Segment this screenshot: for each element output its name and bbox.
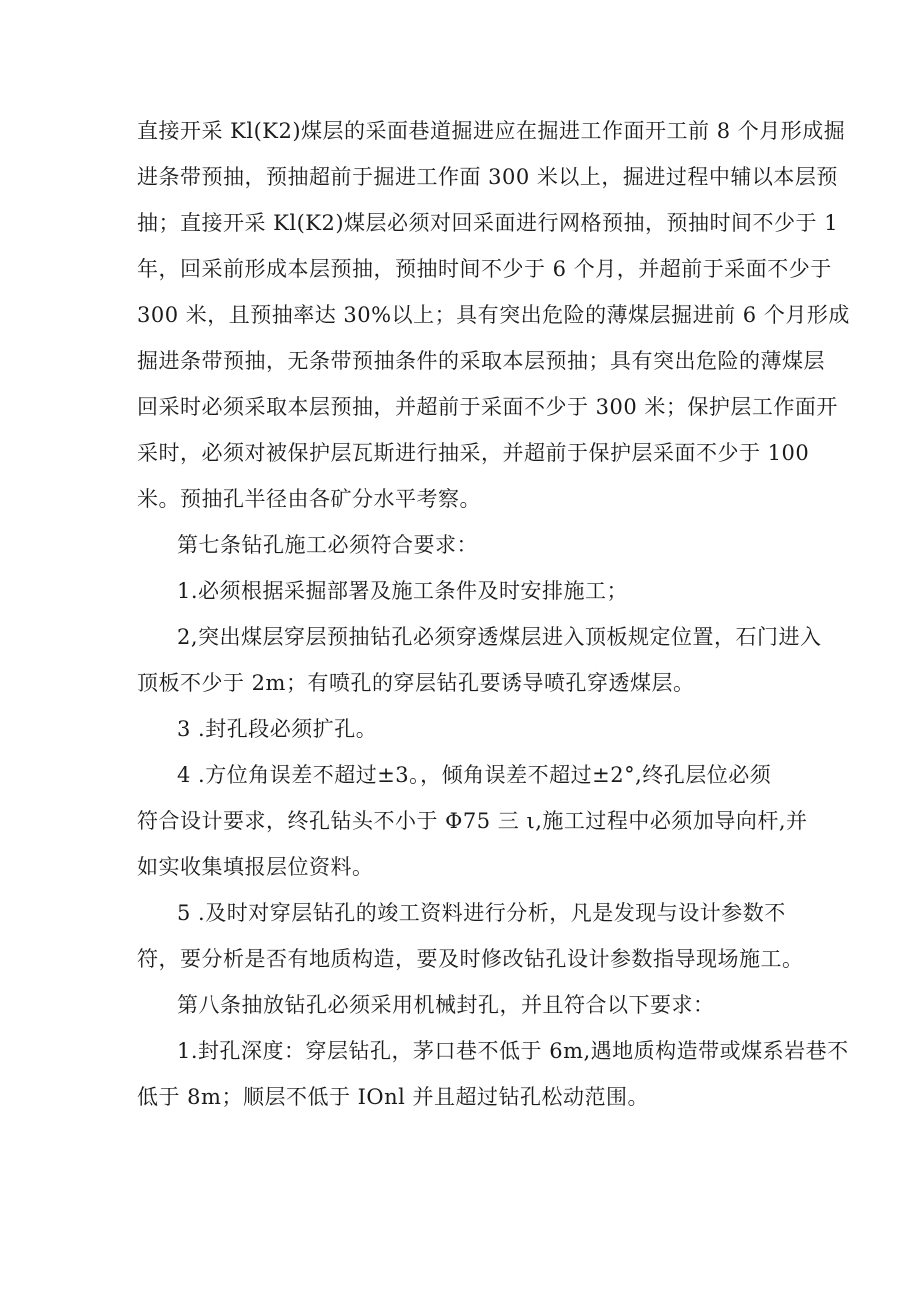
list-item: 1.必须根据采掘部署及施工条件及时安排施工；: [177, 579, 629, 603]
list-item: 4 .方位角误差不超过±3。，倾角误差不超过±2°,终孔层位必须: [177, 763, 772, 787]
paragraph-line: 采时，必须对被保护层瓦斯进行抽采，并超前于保护层采面不少于 100: [137, 441, 810, 465]
paragraph-line: 符合设计要求，终孔钻头不小于 Φ75 三 ι,施工过程中必须加导向杆,并: [137, 809, 808, 833]
paragraph-line: 年，回采前形成本层预抽，预抽时间不少于 6 个月，并超前于采面不少于: [137, 257, 832, 281]
paragraph-line: 低于 8m；顺层不低于 IOnl 并且超过钻孔松动范围。: [137, 1085, 650, 1109]
list-item: 1.封孔深度：穿层钻孔，茅口巷不低于 6m,遇地质构造带或煤系岩巷不: [177, 1039, 849, 1063]
list-item: 3 .封孔段必须扩孔。: [177, 717, 378, 741]
section-heading: 第七条钻孔施工必须符合要求：: [177, 533, 478, 557]
paragraph-line: 符，要分析是否有地质构造，要及时修改钻孔设计参数指导现场施工。: [137, 947, 804, 971]
paragraph-line: 顶板不少于 2m；有喷孔的穿层钻孔要诱导喷孔穿透煤层。: [137, 671, 695, 695]
paragraph-line: 抽；直接开采 Kl(K2)煤层必须对回采面进行网格预抽，预抽时间不少于 1: [137, 211, 839, 235]
paragraph-line: 回采时必须采取本层预抽，并超前于采面不少于 300 米；保护层工作面开: [137, 395, 838, 419]
paragraph-line: 米。预抽孔半径由各矿分水平考察。: [137, 487, 481, 511]
paragraph-line: 掘进条带预抽，无条带预抽条件的采取本层预抽；具有突出危险的薄煤层: [137, 349, 825, 373]
section-heading: 第八条抽放钻孔必须采用机械封孔，并且符合以下要求：: [177, 993, 715, 1017]
paragraph-line: 300 米，且预抽率达 30%以上；具有突出危险的薄煤层掘进前 6 个月形成: [137, 303, 850, 327]
paragraph-line: 进条带预抽，预抽超前于掘进工作面 300 米以上，掘进过程中辅以本层预: [137, 165, 838, 189]
paragraph-line: 直接开采 Kl(K2)煤层的采面巷道掘进应在掘进工作面开工前 8 个月形成掘: [137, 119, 846, 143]
list-item: 5 .及时对穿层钻孔的竣工资料进行分析，凡是发现与设计参数不: [177, 901, 786, 925]
list-item: 2,突出煤层穿层预抽钻孔必须穿透煤层进入顶板规定位置，石门进入: [177, 625, 822, 649]
paragraph-line: 如实收集填报层位资料。: [137, 855, 374, 879]
